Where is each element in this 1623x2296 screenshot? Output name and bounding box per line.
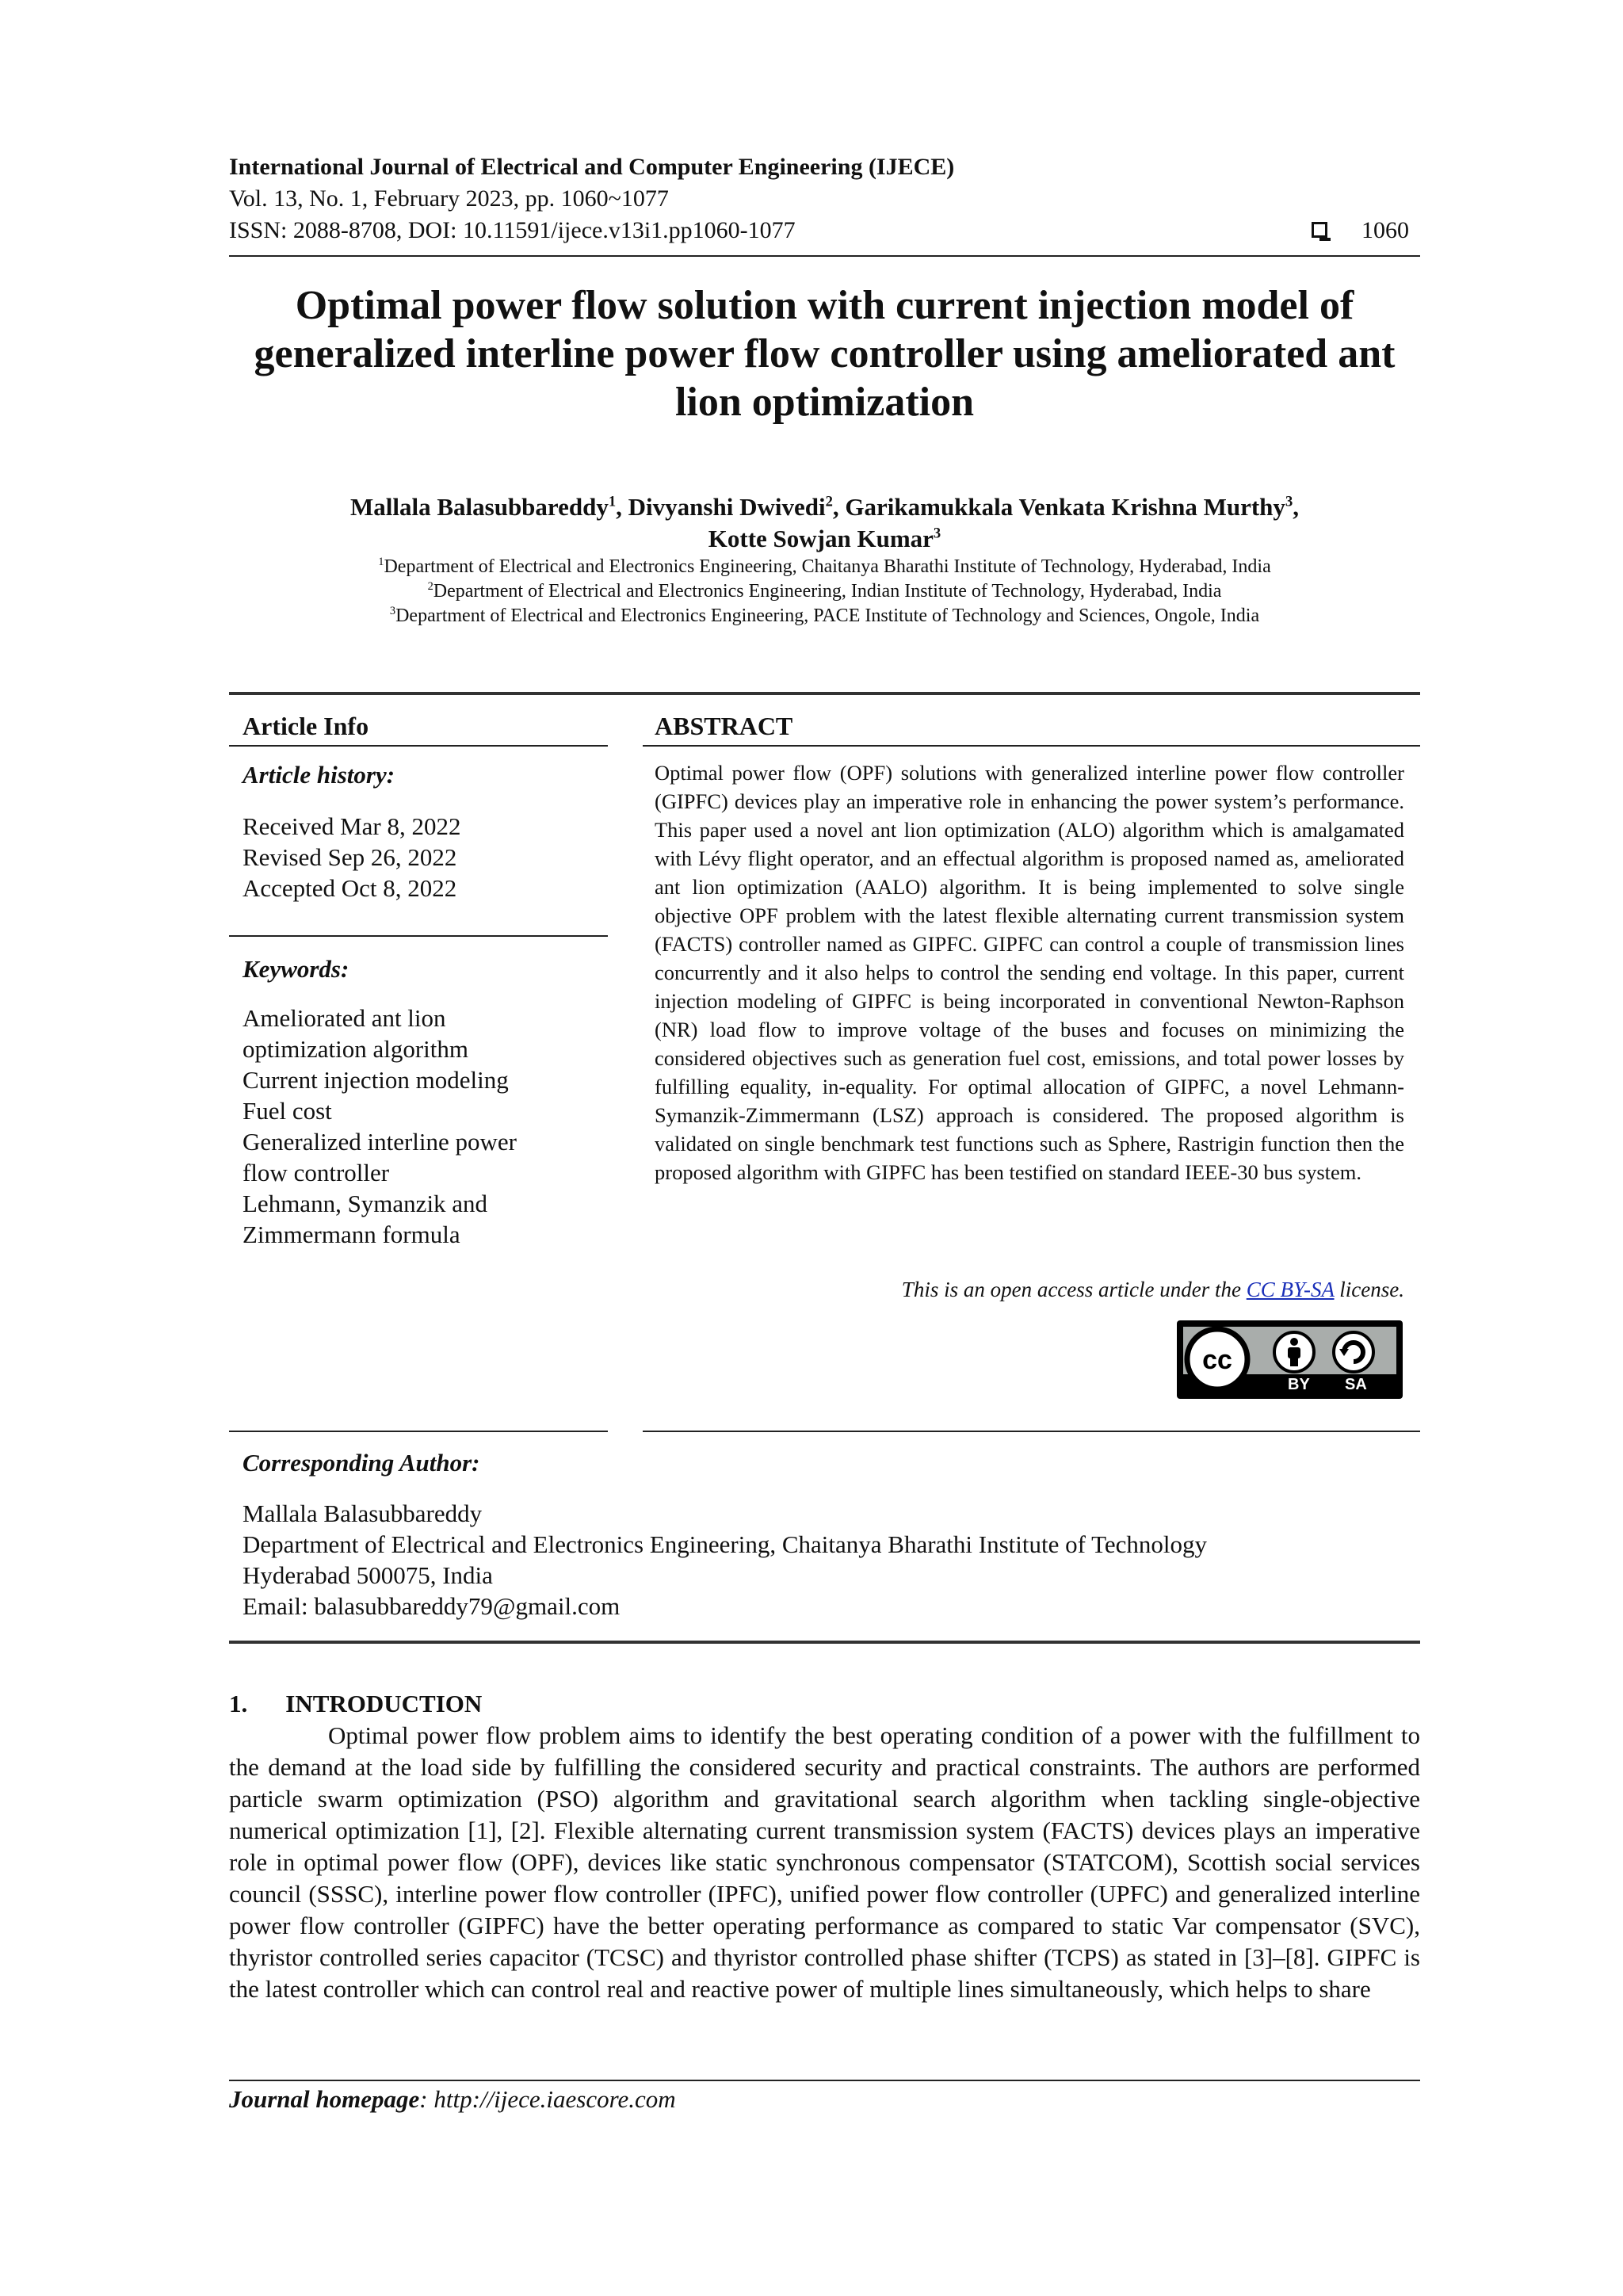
keywords-heading: Keywords: [242, 955, 349, 983]
article-info-heading: Article Info [242, 712, 369, 740]
left-column-bottom-rule [229, 1431, 608, 1432]
accepted-date: Accepted Oct 8, 2022 [242, 874, 457, 902]
sa-label: SA [1345, 1376, 1367, 1393]
keyword-line: Lehmann, Symanzik and [242, 1190, 488, 1217]
open-access-notice: This is an open access article under the CC BY-SA license. [901, 1278, 1404, 1301]
keyword-line: Ameliorated ant lion [242, 1004, 446, 1032]
footer-rule [229, 2080, 1420, 2081]
history-rule [229, 935, 608, 937]
cc-by-sa-icon[interactable] [1177, 1320, 1403, 1399]
received-date: Received Mar 8, 2022 [242, 812, 461, 840]
history-heading: Article history: [242, 761, 395, 789]
info-top-rule [229, 692, 1420, 695]
author-1: Mallala Balasubbareddy$^1$, [350, 493, 628, 521]
affiliation-2: $^2$Department of Electrical and Electronics Engineering, Indian Institute of Technology, Hyderabad, India [427, 580, 1222, 602]
by-label: BY [1288, 1376, 1310, 1393]
keyword-line: Zimmermann formula [242, 1221, 460, 1248]
header-rule [229, 255, 1420, 257]
journal-name: International Journal of Electrical and Computer Engineering (IJECE) [229, 154, 955, 180]
paper-title: Optimal power flow solution with current injection model of generalized interline power flow controller using ameliorated ant lion optimization [254, 283, 1396, 425]
journal-homepage: Journal homepage: http://ijece.iaescore.com [229, 2085, 676, 2113]
cc-icon-label: cc [1202, 1345, 1232, 1375]
corresponding-heading: Corresponding Author: [242, 1449, 480, 1477]
info-bottom-rule [229, 1641, 1420, 1644]
right-column-bottom-rule [643, 1431, 1420, 1432]
abstract-text: Optimal power flow (OPF) solutions with generalized interline power flow controller (GIPFC) devices play an imperative role in enhancing the power system’s performance. This paper used a novel ant lion optimization (ALO) algorithm which is amalgamated with Lévy flight operator, and an effectual algorithm is proposed named as, ameliorated ant lion optimization (AALO) algorithm. It is being implemented to solve single objective OPF problem with the latest flexible alternating current transmission system (FACTS) controller named as GIPFC. GIPFC can control a couple of transmission lines concurrently and it also helps to control the sending end voltage. In this paper, current injection modeling of GIPFC is being incorporated in conventional Newton-Raphson (NR) load flow to improve voltage of the buses and focuses on minimizing the considered objectives such as generation fuel cost, emissions, and total power losses by fulfilling equality, in-equality. For optimal allocation of GIPFC, a novel Lehmann-Symanzik-Zimmermann (LSZ) approach is considered. The proposed algorithm is validated on single benchmark test functions such as Sphere, Rastrigin function then the proposed algorithm with GIPFC has been testified on standard IEEE-30 bus system. [655, 761, 1404, 1184]
abstract-heading: ABSTRACT [655, 712, 793, 740]
corresponding-department: Department of Electrical and Electronics Engineering, Chaitanya Bharathi Institute of Technology [242, 1530, 1208, 1558]
page-number: 1060 [1361, 217, 1409, 243]
homepage-url[interactable]: http://ijece.iaescore.com [433, 2085, 676, 2113]
affiliation-1: $^1$Department of Electrical and Electronics Engineering, Chaitanya Bharathi Institute of Technology, Hyderabad, India [378, 556, 1271, 577]
history-list [242, 811, 460, 904]
by-attribution-icon [1272, 1330, 1316, 1374]
introduction-text: Optimal power flow problem aims to identify the best operating condition of a power with the fulfillment to the demand at the load side by fulfilling the considered security and practical constraints. The authors are performed particle swarm optimization (PSO) algorithm and gravitational search algorithm when tackling single-objective numerical optimization [1], [2]. Flexible alternating current transmission system (FACTS) devices plays an imperative role in optimal power flow (OPF), devices like static synchronous compensator (STATCOM), Scottish social services council (SSSC), interline power flow controller (IPFC), unified power flow controller (UPFC) and generalized interline power flow controller (GIPFC) have the better operating performance as compared to static Var compensator (SVC), thyristor controlled series capacitor (TCSC) and thyristor controlled phase shifter (TCPS) as stated in [3]–[8]. GIPFC is the latest controller which can control real and reactive power of multiple lines simultaneously, which helps to share [229, 1721, 1420, 2003]
author-3: Garikamukkala Venkata Krishna Murthy$^3$, [845, 493, 1299, 521]
keywords-list [242, 1003, 517, 1250]
corresponding-email[interactable]: Email: balasubbareddy79@gmail.com [242, 1592, 621, 1620]
affiliation-3: $^3$Department of Electrical and Electronics Engineering, PACE Institute of Technology and Sciences, Ongole, India [389, 605, 1260, 626]
revised-date: Revised Sep 26, 2022 [242, 843, 457, 871]
section-heading-introduction: 1. INTRODUCTION [229, 1690, 483, 1717]
volume-line: Vol. 13, No. 1, February 2023, pp. 1060~1077 [229, 185, 669, 212]
page-box-icon [1312, 222, 1327, 238]
article-info-rule [229, 745, 608, 747]
license-link[interactable]: CC BY-SA [1246, 1278, 1335, 1301]
corresponding-address: Hyderabad 500075, India [242, 1561, 493, 1589]
keyword-line: flow controller [242, 1159, 390, 1186]
corresponding-name: Mallala Balasubbareddy [242, 1499, 483, 1527]
issn-line: ISSN: 2088-8708, DOI: 10.11591/ijece.v13i1.pp1060-1077 [229, 217, 796, 243]
author-list [229, 491, 1420, 555]
author-2: Divyanshi Dwivedi$^2$, [628, 493, 846, 521]
corresponding-details [242, 1498, 1207, 1622]
keyword-line: Fuel cost [242, 1097, 332, 1125]
cc-icon [1183, 1325, 1251, 1393]
affiliations [229, 555, 1420, 628]
keyword-line: Current injection modeling [242, 1066, 509, 1094]
abstract-rule [643, 745, 1420, 747]
author-4: Kotte Sowjan Kumar$^3$ [708, 525, 941, 552]
keyword-line: optimization algorithm [242, 1035, 468, 1063]
keyword-line: Generalized interline power [242, 1128, 517, 1156]
sa-share-alike-icon [1331, 1330, 1376, 1374]
